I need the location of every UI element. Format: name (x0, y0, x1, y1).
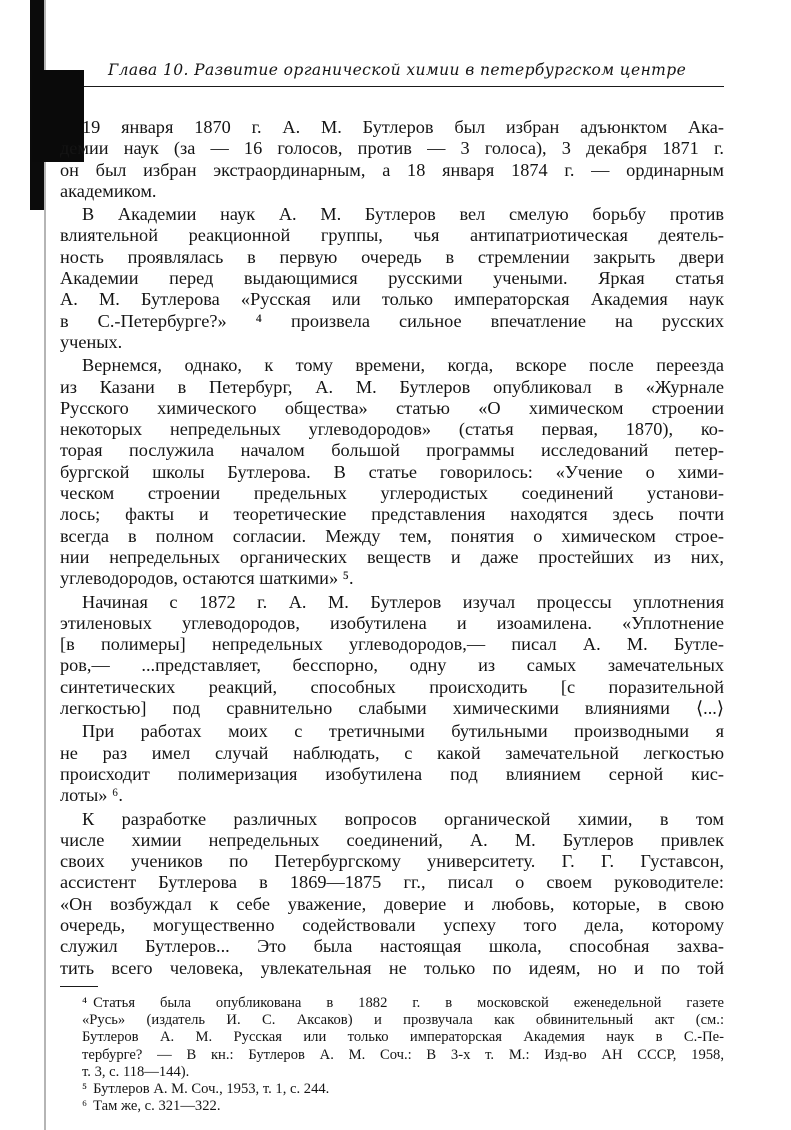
footnote-line (60, 995, 724, 1012)
text-line: углеводородов, остаются шаткими» ⁵. (60, 568, 354, 589)
text-line: он был избран экстраординарным, а 18 января 1874 г. — ординарным (60, 159, 724, 180)
text-line: влиятельной реакционной группы, чья антипатриотическая деятель- (60, 225, 724, 246)
paragraph (60, 117, 724, 202)
footnote-line: тербурге? — В кн.: Бутлеров А. М. Соч.: В 3-х т. М.: Изд-во АН СССР, 1958, (82, 1046, 724, 1063)
paragraph (60, 721, 724, 806)
text-line: ассистент Бутлерова в 1869—1875 гг., писал о своем руководителе: (60, 872, 724, 893)
text-line: ческом строении предельных углеродистых соединений установи- (60, 483, 724, 504)
text-line: этиленовых углеводородов, изобутилена и изоамилена. «Уплотнение (60, 612, 724, 633)
paragraph-gap (60, 979, 724, 981)
text-line: тить всего человека, увлекательная не только по идеям, но и по той (60, 957, 724, 978)
text-line: А. М. Бутлерова «Русская или только императорская Академия наук (60, 289, 724, 310)
text-line: Русского химического общества» статью «О химическом строении (60, 397, 724, 418)
footnote-line (60, 1081, 724, 1098)
text-line: Вернемся, однако, к тому времени, когда, вскоре после переезда (82, 355, 724, 376)
footnote-mark: ⁴ (82, 995, 88, 1011)
text-line: всегда в полном согласии. Между тем, понятия о химическом строе- (60, 525, 724, 546)
text-line: «Он возбуждал к себе уважение, доверие и любовь, которые, в свою (60, 893, 724, 914)
text-line: 19 января 1870 г. А. М. Бутлеров был избран адъюнктом Ака- (82, 117, 724, 137)
text-line: При работах моих с третичными бутильными производными я (82, 721, 724, 742)
text-line: происходит полимеризация изобутилена под влиянием серной кис- (60, 763, 724, 784)
header-rule (84, 86, 724, 87)
footnote-mark: ⁶ (82, 1098, 88, 1115)
footnote-line: Бутлеров А. М. Русская или только императорская Академия наук в С.-Пе- (82, 1029, 724, 1046)
text-line: ров,— ...представляет, бесспорно, одну из самых замечательных (60, 655, 724, 676)
footnote (60, 1098, 724, 1115)
paragraph (60, 204, 724, 353)
running-head: Глава 10. Развитие органической химии в петербургском центре (108, 61, 687, 79)
text-line: Академии перед выдающимися русскими учеными. Яркая статья (60, 268, 724, 289)
text-line: ученых. (60, 331, 123, 352)
text-line: из Казани в Петербург, А. М. Бутлеров опубликовал в «Журнале (60, 376, 724, 397)
footnote-text: Статья была опубликована в 1882 г. в московской еженедельной газете (93, 995, 724, 1011)
text-line: не раз имел случай наблюдать, с какой замечательной легкостью (60, 742, 724, 763)
text-line: синтетических реакций, способных происходить [с поразительной (60, 676, 724, 697)
text-line: нии непредельных органических веществ и даже простейших из них, (60, 546, 724, 567)
footnote-line (60, 1098, 724, 1115)
text-line: лось; факты и теоретические представления находятся здесь почти (60, 504, 724, 525)
text-line: своих учеников по Петербургскому университету. Г. Г. Густавсон, (60, 851, 724, 872)
text-line: лоты» ⁶. (60, 785, 123, 806)
text-line: числе химии непредельных соединений, А. М. Бутлеров привлек (60, 829, 724, 850)
footnote (60, 995, 724, 1081)
text-line: академиком. (60, 180, 157, 201)
text-line: К разработке различных вопросов органической химии, в том (82, 808, 724, 829)
text-line: некоторых непредельных углеводородов» (статья первая, 1870), ко- (60, 419, 724, 440)
text-line: торая послужила началом большой программы исследований петер- (60, 440, 724, 461)
text-line: бургской школы Бутлерова. В статье говорилось: «Учение о хими- (60, 461, 724, 482)
paragraph (60, 592, 724, 720)
footnote-line: т. 3, с. 118—144). (82, 1063, 190, 1080)
paragraph (60, 355, 724, 589)
text-line: ность проявлялась в первую очередь в стремлении закрыть двери (60, 246, 724, 267)
footnote-mark: ⁵ (82, 1081, 88, 1098)
text-line: служил Бутлеров... Это была настоящая школа, способная захва- (60, 936, 724, 957)
binding-shadow (44, 0, 46, 1130)
footnote-text: Там же, с. 321—322. (93, 1098, 221, 1115)
footnotes (60, 995, 724, 1115)
footnote-rule (60, 986, 98, 987)
text-line: В Академии наук А. М. Бутлеров вел смелую борьбу против (82, 204, 724, 225)
footnote (60, 1081, 724, 1098)
paragraph (60, 809, 724, 979)
footnote-text: Бутлеров А. М. Соч., 1953, т. 1, с. 244. (93, 1081, 330, 1098)
text-line: в С.-Петербурге?» ⁴ произвела сильное впечатление на русских (60, 310, 724, 331)
body-text (60, 117, 724, 981)
text-line: демии наук (за — 16 голосов, против — 3 голоса), 3 декабря 1871 г. (60, 138, 724, 159)
text-line: легкостью] под сравнительно слабыми химическими влияниями ⟨...⟩ (60, 698, 724, 719)
footnote-line: «Русь» (издатель И. С. Аксаков) и прозвучала как обвинительный акт (см.: (82, 1012, 724, 1029)
text-line: Начиная с 1872 г. А. М. Бутлеров изучал процессы уплотнения (82, 591, 724, 612)
text-line: очередь, могущественно содействовали успеху того дела, которому (60, 914, 724, 935)
text-line: [в полимеры] непредельных углеводородов,— писал А. М. Бутле- (60, 634, 724, 655)
